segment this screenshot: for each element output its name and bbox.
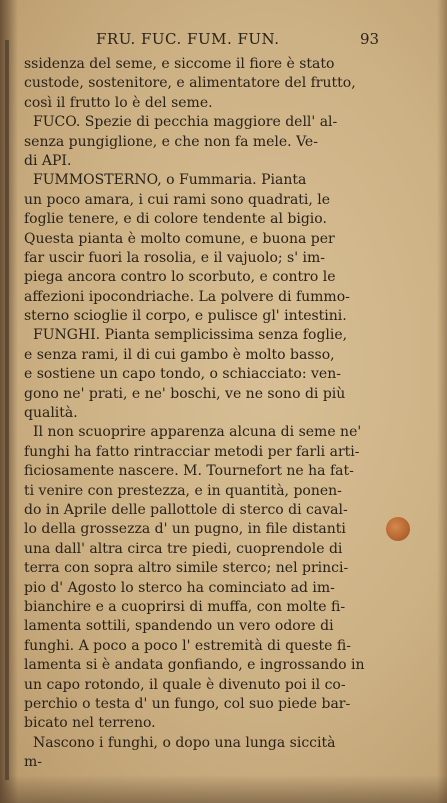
text-line: Il non scuoprire apparenza alcuna di seme ne': [33, 424, 362, 441]
text-line: così il frutto lo è del seme.: [24, 94, 213, 111]
text-line: bicato nel terreno.: [24, 715, 156, 732]
text-line: sterno scioglie il corpo, e pulisce gl' intestini.: [24, 308, 347, 325]
text-line: funghi ha fatto rintracciar metodi per farli arti-: [24, 443, 360, 460]
page-bottom-shadow: [0, 775, 447, 803]
running-head-title: FRU. FUC. FUM. FUN.: [96, 30, 280, 48]
text-line: perchio o testa d' un fungo, col suo piede bar-: [24, 695, 351, 712]
text-line: ti venire con prestezza, e in quantità, ponen-: [24, 482, 342, 499]
text-line: custode, sostenitore, e alimentatore del frutto,: [24, 75, 356, 92]
text-line: Questa pianta è molto comune, e buona per: [24, 230, 335, 247]
text-line: m-: [24, 754, 43, 771]
text-line: funghi. A poco a poco l' estremità di queste fi-: [24, 637, 351, 654]
text-line: lo della grossezza d' un pugno, in file distanti: [24, 521, 346, 538]
text-line: qualità.: [24, 405, 78, 422]
body-text: [0, 55, 447, 772]
text-line: lamenta si è andata gonfiando, e ingrossando in: [24, 657, 365, 674]
text-line: un poco amara, i cui rami sono quadrati, le: [24, 191, 331, 208]
text-line: piega ancora contro lo scorbuto, e contro le: [24, 269, 336, 286]
text-line: FUNGHI. Pianta semplicissima senza foglie,: [33, 327, 348, 344]
text-line: do in Aprile delle pallottole di sterco di caval-: [24, 501, 348, 518]
text-line: far uscir fuori la rosolia, e il vajuolo; s' im-: [24, 249, 326, 266]
text-line: FUCO. Spezie di pecchia maggiore dell' al-: [33, 114, 338, 131]
text-line: terra con sopra altro simile sterco; nel princi-: [24, 560, 349, 577]
text-line: foglie tenere, e di colore tendente al bigio.: [24, 211, 327, 228]
text-line: bianchire e a cuoprirsi di muffa, con molte fi-: [24, 598, 346, 615]
text-line: ficiosamente nascere. M. Tournefort ne ha fat-: [24, 463, 354, 480]
text-line: e sostiene un capo tondo, o schiacciato: ven-: [24, 366, 341, 383]
text-line: e senza rami, il di cui gambo è molto basso,: [24, 346, 335, 363]
text-line: senza pungiglione, e che non fa mele. Ve-: [24, 133, 318, 150]
text-line: lamenta sottili, spandendo un vero odore di: [24, 618, 334, 635]
text-line: un capo rotondo, il quale è divenuto poi il co-: [24, 676, 346, 693]
text-line: Nascono i funghi, o dopo una lunga siccità: [33, 734, 336, 751]
running-head: [0, 30, 447, 50]
text-line: una dall' altra circa tre piedi, cuoprendole di: [24, 540, 343, 557]
text-line: di API.: [24, 152, 72, 169]
text-line: gono ne' prati, e ne' boschi, ve ne sono di più: [24, 385, 346, 402]
text-line: ssidenza del seme, e siccome il fiore è stato: [24, 56, 335, 72]
text-line: affezioni ipocondriache. La polvere di fummo-: [24, 288, 350, 305]
text-line: pio d' Agosto lo sterco ha cominciato ad im-: [24, 579, 335, 596]
text-line: FUMMOSTERNO, o Fummaria. Pianta: [33, 172, 307, 189]
page-number: 93: [360, 30, 380, 48]
